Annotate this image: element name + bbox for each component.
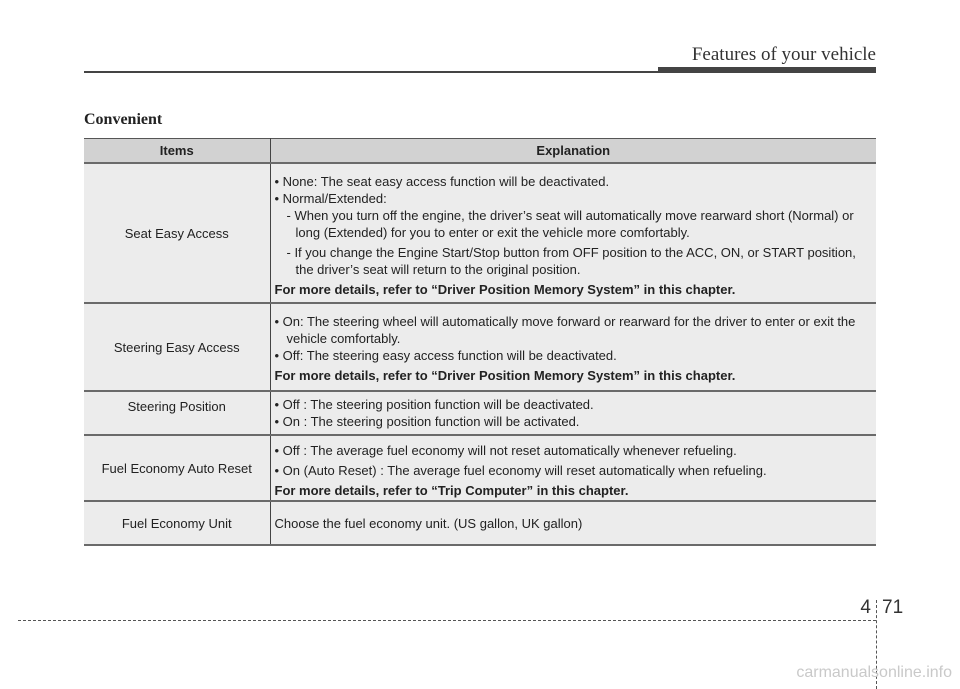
table-row	[84, 391, 876, 435]
item-explanation	[270, 163, 876, 303]
table-row	[84, 501, 876, 545]
table-row	[84, 163, 876, 303]
item-name: Steering Easy Access	[84, 303, 270, 391]
item-name: Seat Easy Access	[84, 163, 270, 303]
table-row	[84, 303, 876, 391]
explanation-line: Choose the fuel economy unit. (US gallon, UK gallon)	[274, 516, 583, 531]
explanation-line: • On: The steering wheel will automatically move forward or rearward for the driver to enter or exit the vehicle comfortably.	[274, 314, 856, 346]
watermark: carmanualsonline.info	[796, 664, 952, 681]
chapter-number: 4	[860, 597, 871, 618]
explanation-line: • Off: The steering easy access function will be deactivated.	[274, 348, 617, 363]
explanation-subline: - If you change the Engine Start/Stop button from OFF position to the ACC, ON, or START position, the driver’s seat will return to the original position.	[286, 245, 856, 277]
footer-rule	[18, 620, 876, 621]
item-name: Steering Position	[84, 391, 270, 435]
explanation-line: • On : The steering position function will be activated.	[274, 414, 580, 429]
explanation-subline: - When you turn off the engine, the driver’s seat will automatically move rearward short (Normal) or long (Extended) for you to enter or exit the vehicle more comfortably.	[286, 208, 854, 240]
header-rule	[84, 71, 668, 73]
page-number: 71	[882, 597, 904, 618]
item-explanation	[270, 303, 876, 391]
explanation-line: • None: The seat easy access function will be deactivated.	[274, 174, 610, 189]
table-row	[84, 435, 876, 501]
item-explanation	[270, 501, 876, 545]
section-title: Convenient	[84, 111, 163, 128]
explanation-line: • On (Auto Reset) : The average fuel economy will reset automatically when refueling.	[274, 463, 767, 478]
explanation-line: • Off : The average fuel economy will not reset automatically whenever refueling.	[274, 443, 737, 458]
header-rule-accent	[658, 67, 876, 73]
reference-note: For more details, refer to “Driver Position Memory System” in this chapter.	[274, 282, 736, 297]
settings-table	[84, 138, 876, 546]
explanation-line: • Off : The steering position function will be deactivated.	[274, 397, 594, 412]
explanation-line: • Normal/Extended:	[274, 191, 387, 206]
reference-note: For more details, refer to “Trip Computer” in this chapter.	[274, 483, 629, 498]
column-header-items: Items	[84, 139, 270, 164]
column-header-explanation: Explanation	[270, 139, 876, 164]
item-explanation	[270, 435, 876, 501]
table-header-row	[84, 139, 876, 164]
item-name: Fuel Economy Unit	[84, 501, 270, 545]
reference-note: For more details, refer to “Driver Position Memory System” in this chapter.	[274, 368, 736, 383]
chapter-title: Features of your vehicle	[691, 44, 876, 65]
item-name: Fuel Economy Auto Reset	[84, 435, 270, 501]
item-explanation	[270, 391, 876, 435]
